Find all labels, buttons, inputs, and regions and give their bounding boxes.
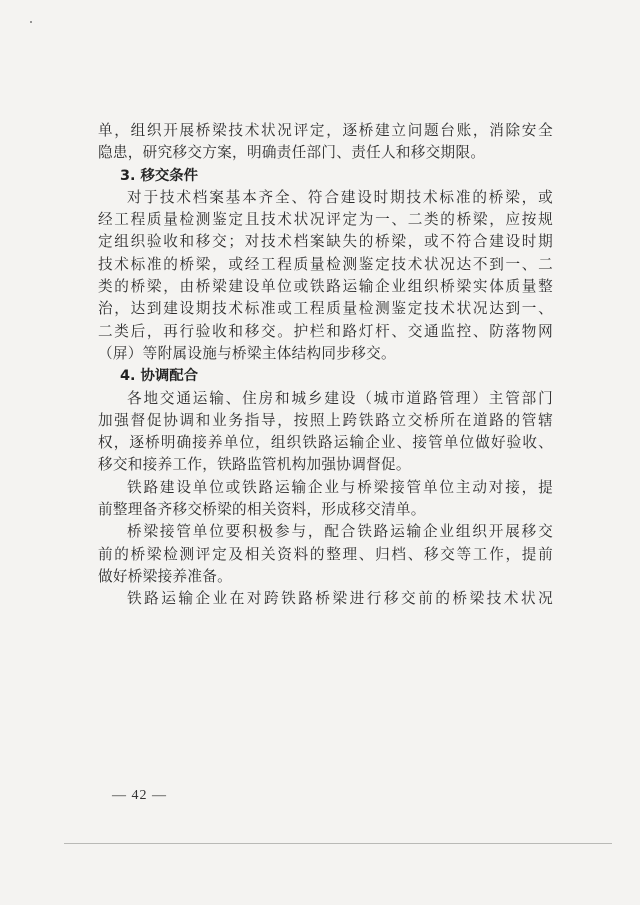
text-line: （屏）等附属设施与桥梁主体结构同步移交。 — [98, 344, 396, 362]
text-line: 经工程质量检测鉴定且技术状况评定为一、二类的桥梁，应按规 — [98, 211, 553, 229]
text-line: 做好桥梁接养准备。 — [98, 567, 233, 585]
footer-divider — [64, 843, 612, 844]
text-line: 各地交通运输、住房和城乡建设（城市道路管理）主管部门 — [127, 389, 553, 407]
page-body — [98, 120, 553, 611]
text-line: 技术标准的桥梁，或经工程质量检测鉴定技术状况达不到一、二 — [98, 255, 553, 273]
page-number: — 42 — — [112, 788, 167, 803]
section-heading-coordination: 4. 协调配合 — [120, 368, 199, 385]
text-line: 权，逐桥明确接养单位，组织铁路运输企业、接管单位做好验收、 — [98, 434, 553, 452]
text-line: 类的桥梁，由桥梁建设单位或铁路运输企业组织桥梁实体质量整 — [98, 278, 553, 296]
text-line: 前整理备齐移交桥梁的相关资料，形成移交清单。 — [98, 501, 426, 519]
text-line: 铁路建设单位或铁路运输企业与桥梁接管单位主动对接，提 — [127, 478, 553, 496]
text-line: 治，达到建设期技术标准或工程质量检测鉴定技术状况达到一、 — [98, 300, 553, 318]
scan-speck — [30, 21, 32, 23]
text-line: 前的桥梁检测评定及相关资料的整理、归档、移交等工作，提前 — [98, 545, 553, 563]
text-line: 桥梁接管单位要积极参与，配合铁路运输企业组织开展移交 — [127, 523, 553, 541]
text-line: 二类后，再行验收和移交。护栏和路灯杆、交通监控、防落物网 — [98, 322, 553, 340]
text-line: 定组织验收和移交；对技术档案缺失的桥梁，或不符合建设时期 — [98, 233, 553, 251]
text-line: 铁路运输企业在对跨铁路桥梁进行移交前的桥梁技术状况 — [127, 590, 553, 608]
text-line: 单，组织开展桥梁技术状况评定，逐桥建立问题台账，消除安全 — [98, 122, 553, 139]
text-line: 对于技术档案基本齐全、符合建设时期技术标准的桥梁，或 — [127, 188, 553, 206]
section-heading-transfer-conditions: 3. 移交条件 — [120, 167, 199, 184]
text-line: 移交和接养工作，铁路监管机构加强协调督促。 — [98, 456, 411, 474]
text-line: 加强督促协调和业务指导，按照上跨铁路立交桥所在道路的管辖 — [98, 411, 553, 429]
text-line: 隐患，研究移交方案，明确责任部门、责任人和移交期限。 — [98, 144, 486, 162]
